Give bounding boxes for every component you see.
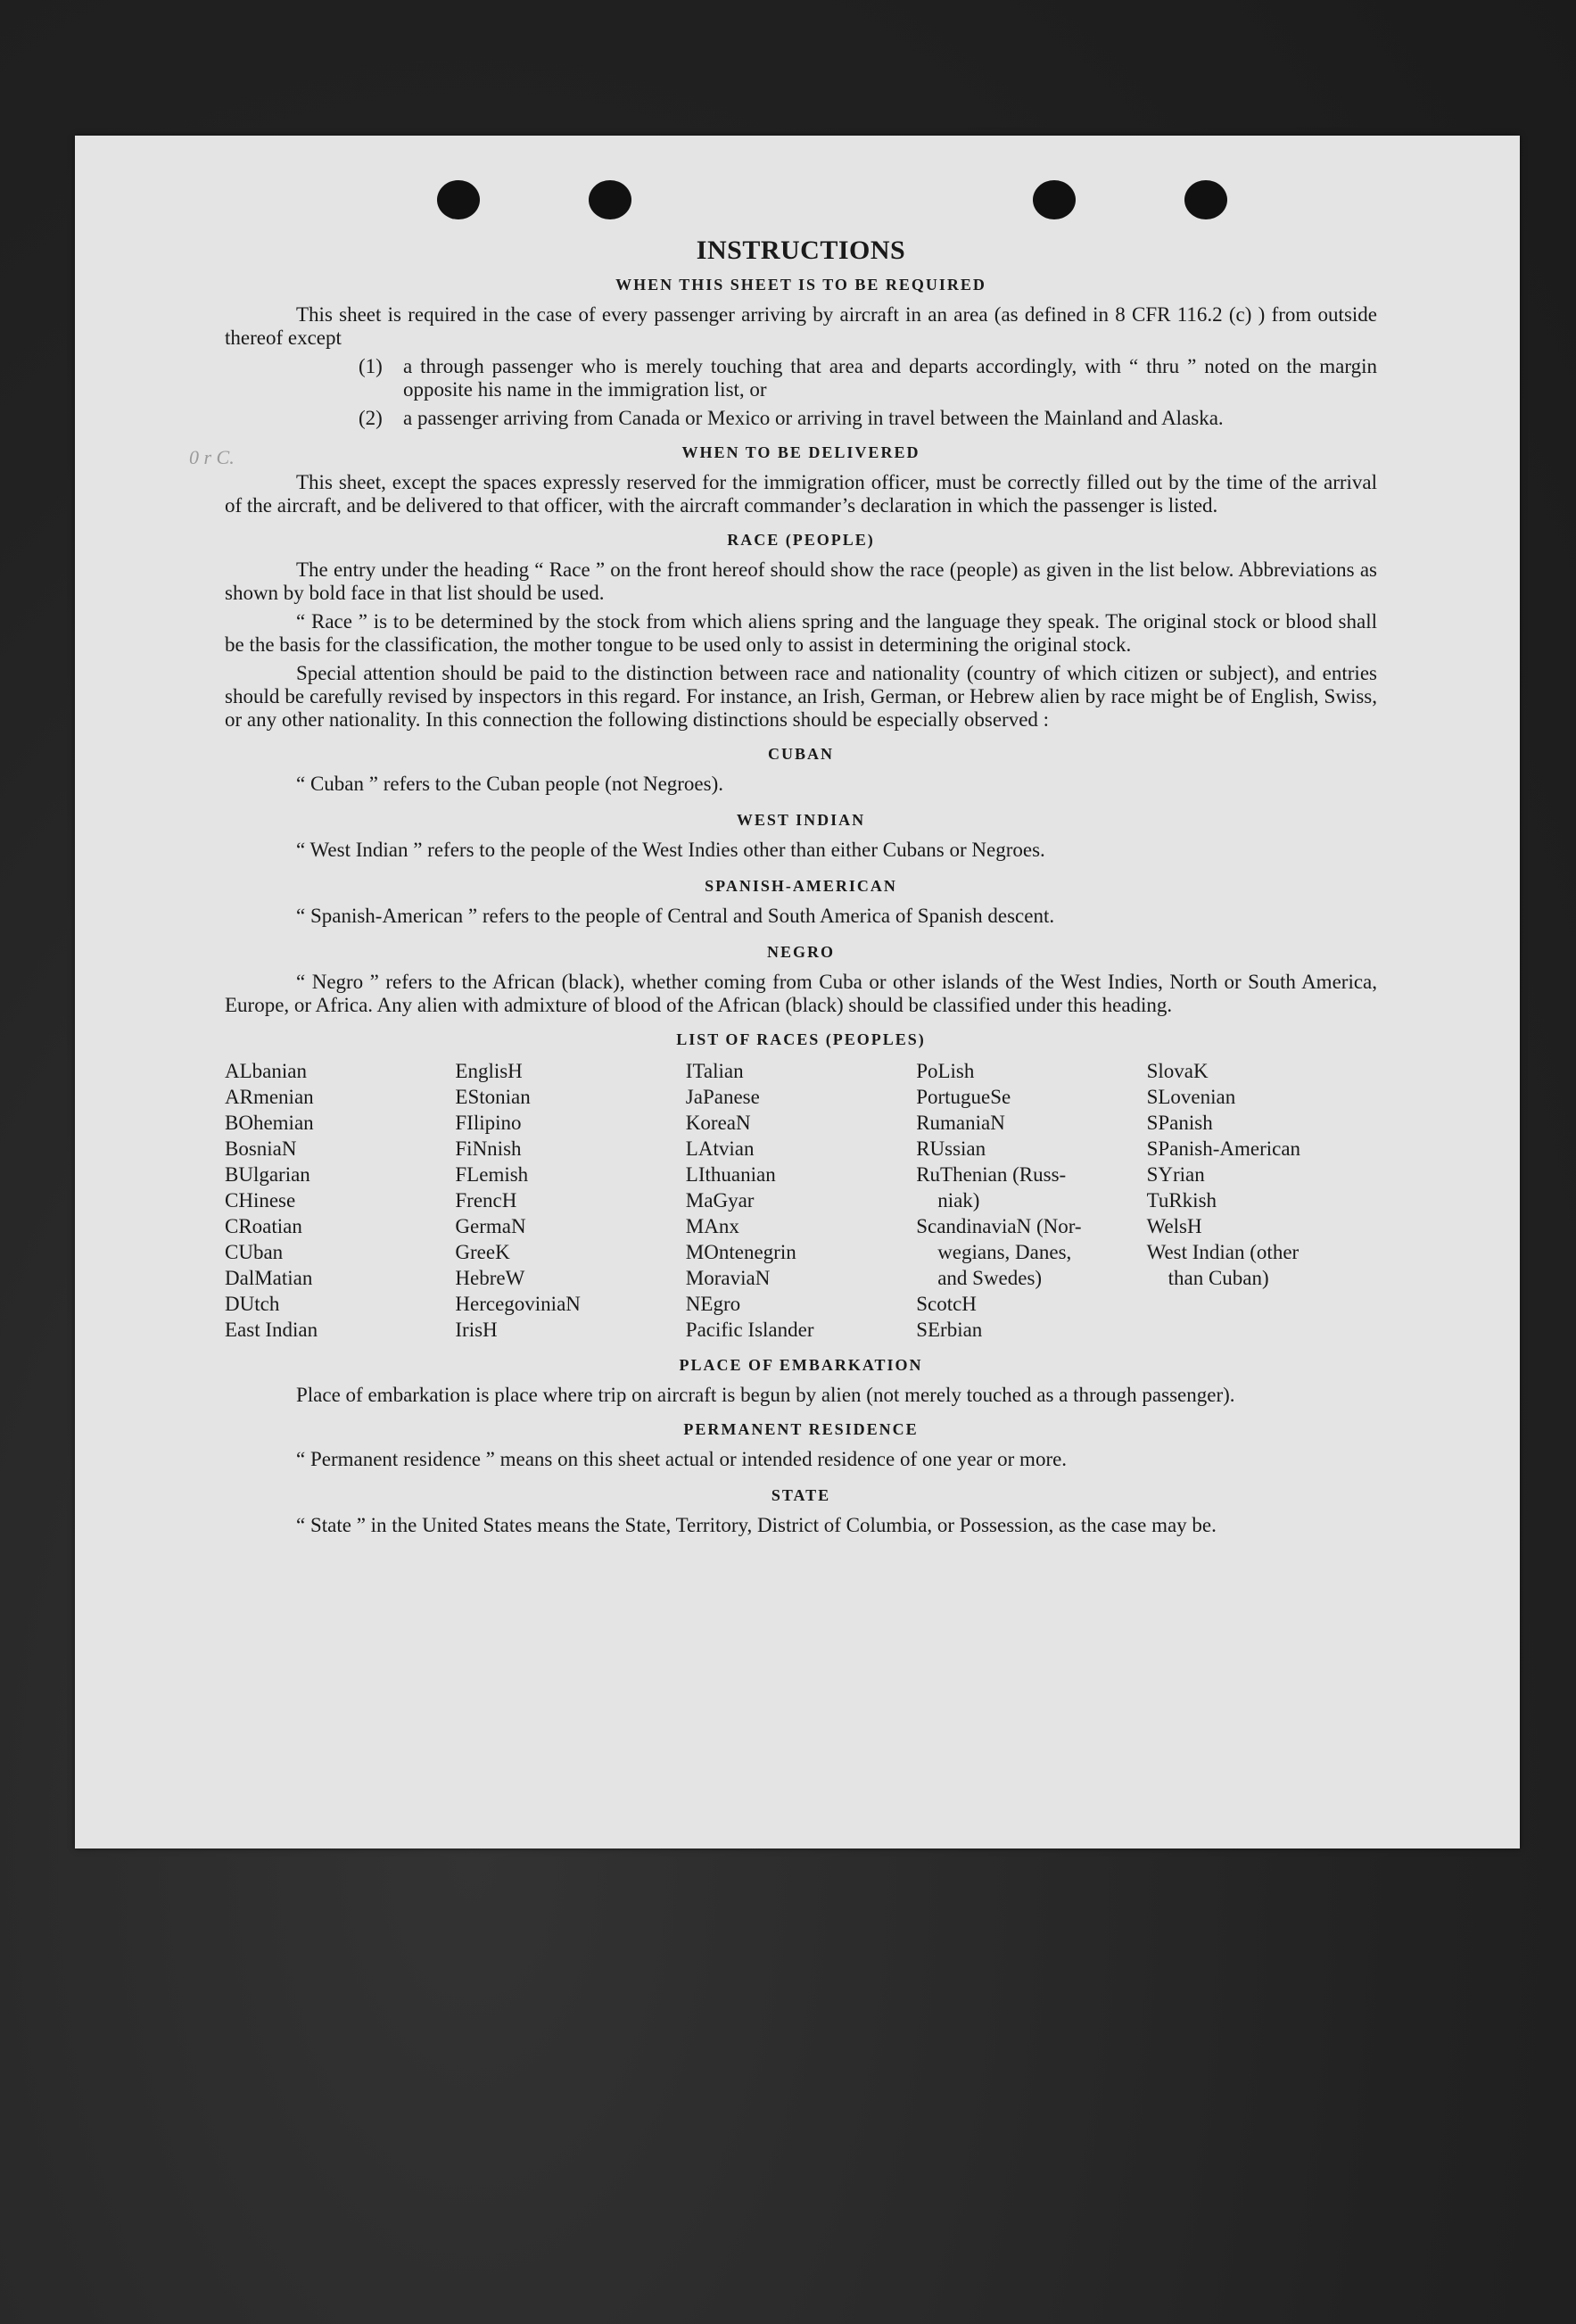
- race-entry: KoreaN: [685, 1112, 751, 1134]
- race-entry: RuThenian (Russ-: [916, 1163, 1067, 1186]
- heading-spanish-american: SPANISH-AMERICAN: [705, 877, 897, 895]
- exception-item: [359, 407, 1377, 430]
- race-entry: PoLish: [916, 1060, 975, 1082]
- race-paragraph-1: The entry under the heading “ Race ” on the front hereof should show the race (people) as given in the list below. Abbreviations as shown by bold face in that list should be used.: [225, 558, 1377, 604]
- race-entry: MAnx: [685, 1215, 739, 1237]
- race-entry: niak): [937, 1189, 980, 1212]
- race-column: [916, 1058, 1146, 1343]
- race-entry: SLovenian: [1146, 1086, 1236, 1108]
- races-list: [225, 1058, 1377, 1343]
- race-entry: East Indian: [225, 1319, 318, 1341]
- page-title: INSTRUCTIONS: [696, 236, 906, 265]
- punch-hole: [1033, 180, 1076, 219]
- race-paragraph-3: Special attention should be paid to the distinction between race and nationality (country of which citizen or subject), and entries should be carefully revised by inspectors in this regard. For instance, an Irish, German, or Hebrew alien by race might be of English, Swiss, or any other nationality. In this connection the following distinctions should be especially observed :: [225, 662, 1377, 731]
- residence-text: “ Permanent residence ” means on this sheet actual or intended residence of one year or more.: [296, 1448, 1068, 1470]
- race-entry: ITalian: [685, 1060, 744, 1082]
- punch-hole: [1184, 180, 1227, 219]
- heading-west-indian: WEST INDIAN: [736, 811, 866, 829]
- race-entry: ScandinaviaN (Nor-: [916, 1215, 1082, 1237]
- item-text: a through passenger who is merely touching that area and departs accordingly, with “ thru ” noted on the margin opposite his name in the immigration list, or: [403, 355, 1377, 401]
- race-entry: than Cuban): [1168, 1267, 1269, 1289]
- race-entry: West Indian (other: [1146, 1241, 1300, 1263]
- race-column: [455, 1058, 685, 1343]
- race-entry: NEgro: [685, 1293, 741, 1315]
- negro-text: “ Negro ” refers to the African (black), whether coming from Cuba or other islands of the West Indies, North or South America, Europe, or Africa. Any alien with admixture of blood of the African (black) should be classified under this heading.: [225, 971, 1377, 1016]
- race-entry: DUtch: [225, 1293, 280, 1315]
- when-delivered-text: This sheet, except the spaces expressly reserved for the immigration officer, must be correctly filled out by the time of the arrival of the aircraft, and be delivered to that officer, with the aircraft commander’s declaration in which the passenger is listed.: [225, 471, 1377, 517]
- race-column: [225, 1058, 455, 1343]
- heading-embarkation: PLACE OF EMBARKATION: [679, 1356, 923, 1374]
- race-paragraph-2: “ Race ” is to be determined by the stock from which aliens spring and the language they speak. The original stock or blood shall be the basis for the classification, the mother tongue to be used only to assist in determining the original stock.: [225, 610, 1377, 656]
- race-entry: FiNnish: [455, 1137, 522, 1160]
- race-entry: FrencH: [455, 1189, 517, 1212]
- race-entry: CRoatian: [225, 1215, 302, 1237]
- heading-list-of-races: LIST OF RACES (PEOPLES): [676, 1030, 926, 1048]
- race-entry: MOntenegrin: [685, 1241, 796, 1263]
- race-entry: WelsH: [1146, 1215, 1202, 1237]
- race-entry: FLemish: [455, 1163, 529, 1186]
- item-number: (2): [359, 407, 383, 429]
- state-text: “ State ” in the United States means the State, Territory, District of Columbia, or Possession, as the case may be.: [296, 1514, 1217, 1536]
- race-entry: TuRkish: [1146, 1189, 1217, 1212]
- race-entry: JaPanese: [685, 1086, 760, 1108]
- margin-note: 0 r C.: [189, 446, 235, 468]
- race-entry: wegians, Danes,: [937, 1241, 1072, 1263]
- heading-when-required: WHEN THIS SHEET IS TO BE REQUIRED: [615, 276, 986, 294]
- race-entry: HercegoviniaN: [455, 1293, 581, 1315]
- race-entry: DalMatian: [225, 1267, 313, 1289]
- west-indian-text: “ West Indian ” refers to the people of the West Indies other than either Cubans or Negroes.: [296, 839, 1045, 861]
- race-entry: RumaniaN: [916, 1112, 1005, 1134]
- heading-when-delivered: WHEN TO BE DELIVERED: [681, 443, 920, 461]
- race-entry: CHinese: [225, 1189, 296, 1212]
- race-entry: BUlgarian: [225, 1163, 310, 1186]
- heading-state: STATE: [771, 1486, 831, 1504]
- heading-cuban: CUBAN: [767, 745, 834, 763]
- race-entry: FIlipino: [455, 1112, 522, 1134]
- race-entry: SPanish: [1146, 1112, 1213, 1134]
- heading-race: RACE (PEOPLE): [727, 531, 875, 549]
- race-entry: PortugueSe: [916, 1086, 1011, 1108]
- race-entry: ALbanian: [225, 1060, 307, 1082]
- race-entry: Pacific Islander: [685, 1319, 814, 1341]
- race-entry: GermaN: [455, 1215, 526, 1237]
- race-entry: MoraviaN: [685, 1267, 771, 1289]
- race-entry: LAtvian: [685, 1137, 755, 1160]
- race-entry: EStonian: [455, 1086, 531, 1108]
- race-entry: RUssian: [916, 1137, 986, 1160]
- race-entry: BOhemian: [225, 1112, 314, 1134]
- race-entry: and Swedes): [937, 1267, 1043, 1289]
- race-entry: LIthuanian: [685, 1163, 776, 1186]
- race-entry: MaGyar: [685, 1189, 755, 1212]
- race-entry: BosniaN: [225, 1137, 297, 1160]
- race-entry: SlovaK: [1146, 1060, 1209, 1082]
- exception-item: [359, 355, 1377, 401]
- cuban-text: “ Cuban ” refers to the Cuban people (not Negroes).: [296, 773, 724, 795]
- race-entry: IrisH: [455, 1319, 498, 1341]
- punch-hole: [589, 180, 631, 219]
- document-body: [225, 236, 1377, 1542]
- item-text: a passenger arriving from Canada or Mexico or arriving in travel between the Mainland and Alaska.: [403, 407, 1224, 429]
- embarkation-text: Place of embarkation is place where trip on aircraft is begun by alien (not merely touched as a through passenger).: [296, 1384, 1235, 1406]
- item-number: (1): [359, 355, 383, 377]
- punch-hole: [437, 180, 480, 219]
- race-entry: SPanish-American: [1146, 1137, 1301, 1160]
- race-column: [1147, 1058, 1377, 1343]
- when-required-intro: This sheet is required in the case of every passenger arriving by aircraft in an area (as defined in 8 CFR 116.2 (c) ) from outside thereof except: [225, 303, 1377, 349]
- race-entry: HebreW: [455, 1267, 525, 1289]
- race-column: [686, 1058, 916, 1343]
- heading-residence: PERMANENT RESIDENCE: [683, 1420, 919, 1438]
- race-entry: ScotcH: [916, 1293, 977, 1315]
- race-entry: SYrian: [1146, 1163, 1205, 1186]
- race-entry: SErbian: [916, 1319, 983, 1341]
- race-entry: ARmenian: [225, 1086, 314, 1108]
- race-entry: CUban: [225, 1241, 284, 1263]
- heading-negro: NEGRO: [766, 943, 835, 961]
- spanish-american-text: “ Spanish-American ” refers to the people of Central and South America of Spanish descent.: [296, 905, 1055, 927]
- race-entry: GreeK: [455, 1241, 510, 1263]
- race-entry: EnglisH: [455, 1060, 523, 1082]
